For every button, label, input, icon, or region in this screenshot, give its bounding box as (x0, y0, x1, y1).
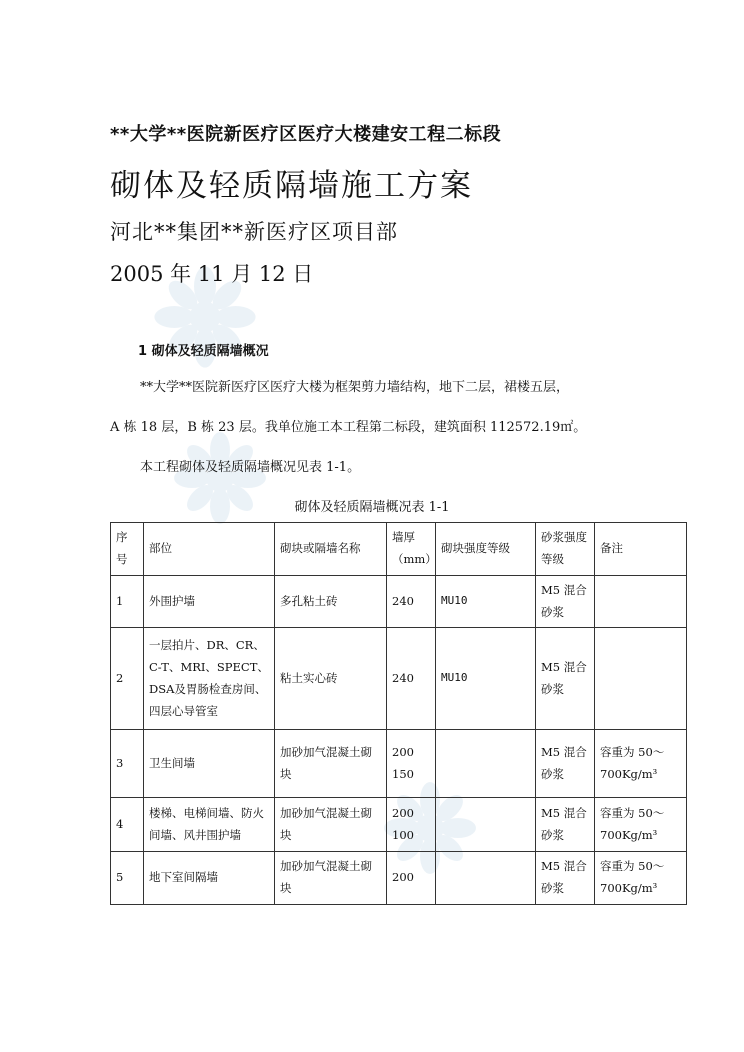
cell-mortar-grade: M5 混合砂浆 (536, 628, 595, 730)
table-row (111, 575, 687, 628)
document-title: 砌体及轻质隔墙施工方案 (110, 168, 473, 204)
section-heading: 1 砌体及轻质隔墙概况 (138, 344, 269, 359)
table-row (111, 628, 687, 730)
table-row (111, 852, 687, 905)
header-part: 部位 (144, 523, 275, 576)
cell-no: 2 (111, 628, 144, 730)
cell-part: 卫生间墙 (144, 730, 275, 798)
cell-thickness: 200 150 (387, 730, 436, 798)
header-remarks: 备注 (595, 523, 687, 576)
cell-block-name: 粘土实心砖 (275, 628, 387, 730)
cell-remarks: 容重为 50～700Kg/m³ (595, 852, 687, 905)
cell-block-name: 多孔粘土砖 (275, 575, 387, 628)
cell-mortar-grade: M5 混合砂浆 (536, 575, 595, 628)
header-block-name: 砌块或隔墙名称 (275, 523, 387, 576)
cell-remarks (595, 575, 687, 628)
header-thickness: 墙厚（mm） (387, 523, 436, 576)
cell-thickness: 200 (387, 852, 436, 905)
cell-remarks (595, 628, 687, 730)
paragraph-line: **大学**医院新医疗区医疗大楼为框架剪力墙结构，地下二层，裙楼五层， (140, 380, 570, 395)
document-organization: 河北**集团**新医疗区项目部 (110, 220, 398, 244)
cell-no: 3 (111, 730, 144, 798)
cell-thickness: 200 100 (387, 798, 436, 852)
cell-remarks: 容重为 50～700Kg/m³ (595, 798, 687, 852)
cell-remarks: 容重为 50～700Kg/m³ (595, 730, 687, 798)
cell-block-name: 加砂加气混凝土砌块 (275, 852, 387, 905)
table-row (111, 730, 687, 798)
cell-no: 5 (111, 852, 144, 905)
cell-thickness: 240 (387, 628, 436, 730)
cell-part: 外围护墙 (144, 575, 275, 628)
paragraph: 本工程砌体及轻质隔墙概况见表 1-1。 (140, 460, 361, 475)
cell-part: 楼梯、电梯间墙、防火间墙、风井围护墙 (144, 798, 275, 852)
cell-block-name: 加砂加气混凝土砌块 (275, 730, 387, 798)
cell-block-grade: MU10 (436, 628, 536, 730)
cell-block-name: 加砂加气混凝土砌块 (275, 798, 387, 852)
paragraph-line: A 栋 18 层，B 栋 23 层。我单位施工本工程第二标段，建筑面积 112572.19㎡。 (110, 420, 587, 435)
cell-mortar-grade: M5 混合砂浆 (536, 730, 595, 798)
document-date: 2005 年 11 月 12 日 (110, 262, 314, 286)
header-block-grade: 砌块强度等级 (436, 523, 536, 576)
cell-block-grade (436, 852, 536, 905)
cell-block-grade: MU10 (436, 575, 536, 628)
header-mortar-grade: 砂浆强度等级 (536, 523, 595, 576)
cell-mortar-grade: M5 混合砂浆 (536, 798, 595, 852)
document-super-title: **大学**医院新医疗区医疗大楼建安工程二标段 (110, 124, 502, 145)
table-header-row (111, 523, 687, 576)
cell-block-grade (436, 798, 536, 852)
cell-block-grade (436, 730, 536, 798)
header-no: 序号 (111, 523, 144, 576)
cell-part: 地下室间隔墙 (144, 852, 275, 905)
cell-thickness: 240 (387, 575, 436, 628)
table-row (111, 798, 687, 852)
table-caption: 砌体及轻质隔墙概况表 1-1 (294, 500, 450, 515)
cell-mortar-grade: M5 混合砂浆 (536, 852, 595, 905)
cell-part: 一层拍片、DR、CR、C-T、MRI、SPECT、DSA及胃肠检查房间、四层心导管室 (144, 628, 275, 730)
cell-no: 1 (111, 575, 144, 628)
wall-overview-table (110, 522, 687, 905)
cell-no: 4 (111, 798, 144, 852)
